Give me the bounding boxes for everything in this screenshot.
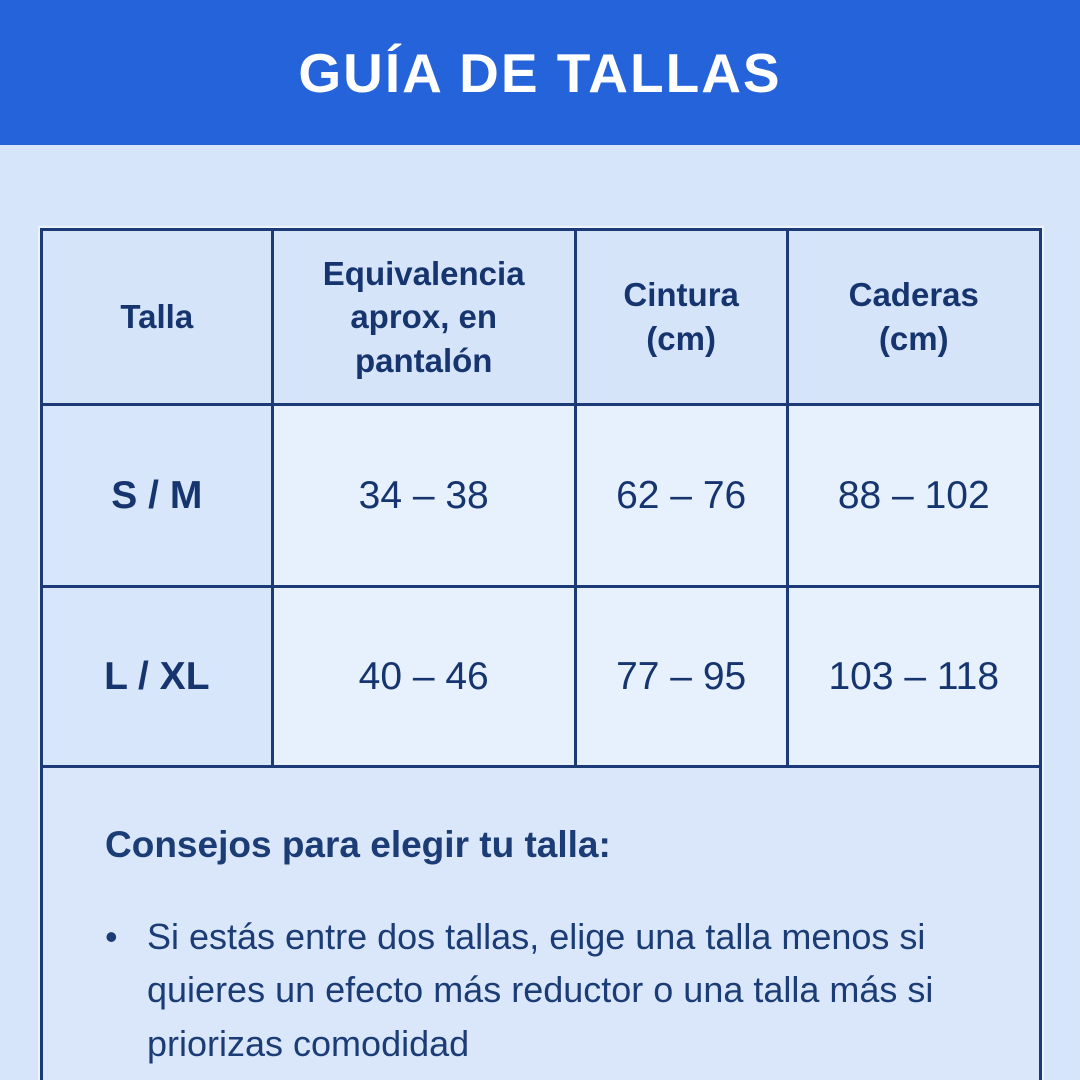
tips-heading: Consejos para elegir tu talla: (105, 824, 611, 865)
column-header-label: Caderas (cm) (848, 276, 979, 357)
column-header-cintura (577, 231, 789, 406)
table-row-sm-caderas (789, 406, 1040, 588)
size-label: S / M (111, 473, 203, 517)
cell-value: 77 – 95 (616, 654, 747, 698)
column-header-label: Talla (120, 298, 194, 336)
tips-bullet-text: Si estás entre dos tallas, elige una talla menos si quieres un efecto más reductor o una talla más si priorizas comodidad (147, 916, 934, 1064)
column-header-equivalencia (274, 231, 577, 406)
title-banner (0, 0, 1080, 145)
tips-section (43, 768, 1039, 1080)
size-label: L / XL (104, 654, 210, 698)
table-row-lxl-size (43, 588, 274, 768)
table-row-lxl-caderas (789, 588, 1040, 768)
table-row-lxl-cintura (577, 588, 789, 768)
column-header-caderas (789, 231, 1040, 406)
column-header-talla (43, 231, 274, 406)
bullet-dot: • (105, 916, 118, 957)
size-table (40, 228, 1042, 1080)
cell-value: 34 – 38 (358, 473, 489, 517)
table-row-sm-size (43, 406, 274, 588)
table-row-lxl-equivalencia (274, 588, 577, 768)
table-row-sm-cintura (577, 406, 789, 588)
column-header-label: Equivalencia aprox, en pantalón (322, 254, 525, 379)
tips-bullet-item (105, 910, 935, 1070)
cell-value: 62 – 76 (616, 473, 747, 517)
table-row-sm-equivalencia (274, 406, 577, 588)
column-header-label: Cintura (cm) (623, 276, 739, 357)
cell-value: 103 – 118 (828, 654, 1000, 698)
cell-value: 88 – 102 (837, 473, 990, 517)
page-title: GUÍA DE TALLAS (298, 41, 782, 104)
cell-value: 40 – 46 (358, 654, 489, 698)
